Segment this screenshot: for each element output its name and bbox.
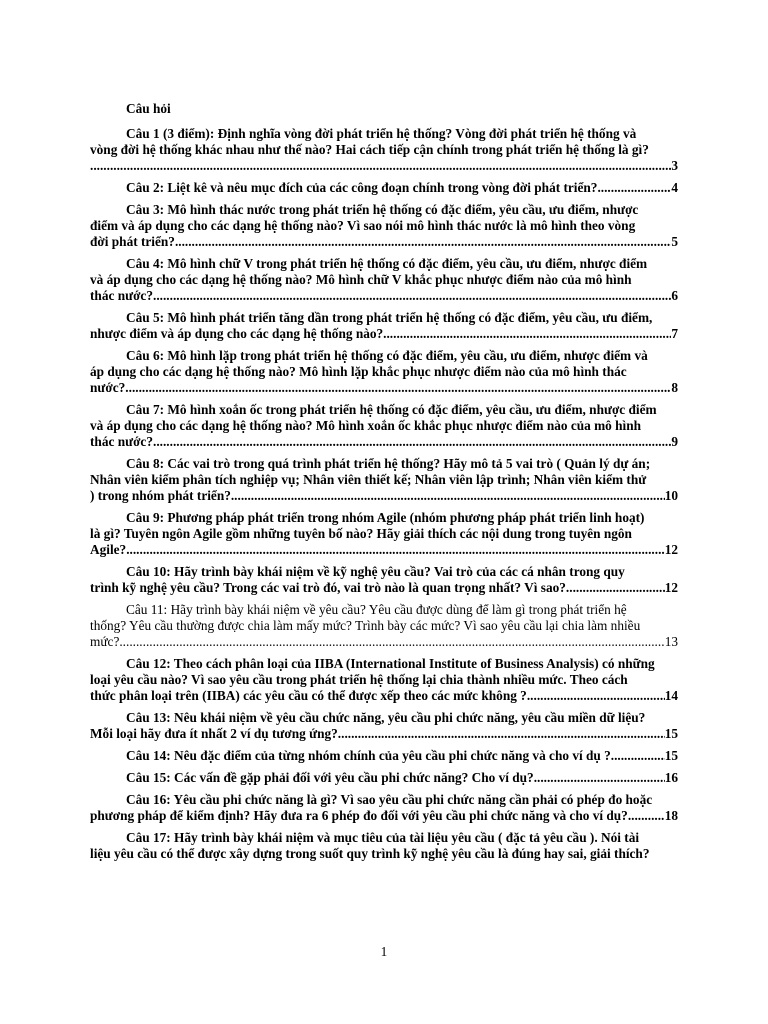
toc-page-ref: 12: [664, 580, 678, 595]
dot-leader: [628, 808, 665, 824]
toc-entry-tail: Câu 15: Các vấn đề gặp phải đối với yêu cầu phi chức năng? Cho ví dụ?: [126, 770, 534, 785]
dot-leader: [153, 288, 671, 304]
toc-entry[interactable]: [90, 456, 678, 504]
toc-entry-line: Câu 5: Mô hình phát triển tăng dần trong phát triển hệ thống có đặc điểm, yêu cầu, ưu điểm,: [126, 310, 653, 325]
toc-entry-tail: phương pháp để kiểm định? Hãy đưa ra 6 phép đo đối với yêu cầu phi chức năng và cho ví dụ?: [90, 808, 628, 823]
toc-leader-line: [90, 726, 678, 742]
toc-entry[interactable]: [90, 602, 678, 650]
toc-entry-line: điểm và áp dụng cho các dạng hệ thống nào? Vì sao nói mô hình thác nước là mô hình theo vòng: [90, 218, 636, 233]
toc-entry-line: Câu 12: Theo cách phân loại của IIBA (International Institute of Business Analysis) có những: [126, 656, 655, 671]
toc-entry[interactable]: [90, 202, 678, 250]
toc-page-ref: 14: [664, 688, 678, 703]
toc-entry-line: Câu 11: Hãy trình bày khái niệm về yêu cầu? Yêu cầu được dùng để làm gì trong phát triển hệ: [126, 602, 627, 617]
toc-entry-line: Câu 3: Mô hình thác nước trong phát triển hệ thống có đặc điểm, yêu cầu, ưu điểm, nhược: [126, 202, 639, 217]
toc-entry-line: Nhân viên kiểm phân tích nghiệp vụ; Nhân viên thiết kế; Nhân viên lập trình; Nhân viên kiểm thử: [90, 472, 647, 487]
dot-leader: [175, 234, 671, 250]
toc-entry-line: Câu 4: Mô hình chữ V trong phát triển hệ thống có đặc điểm, yêu cầu, ưu điểm, nhược điểm: [126, 256, 648, 271]
page-number: 1: [380, 944, 388, 959]
toc-entry-tail: nhược điểm và áp dụng cho các dạng hệ thống nào?: [90, 326, 384, 341]
toc-entry-tail: Mỗi loại hãy đưa ít nhất 2 ví dụ tương ứng?: [90, 726, 338, 741]
toc-entry[interactable]: [90, 510, 678, 558]
dot-leader: [338, 726, 665, 742]
toc-heading: Câu hỏi: [126, 101, 171, 116]
dot-leader: [119, 634, 664, 650]
toc-page-ref: 15: [664, 726, 678, 741]
toc-entry-line: Câu 7: Mô hình xoắn ốc trong phát triển hệ thống có đặc điểm, yêu cầu, ưu điểm, nhược điểm: [126, 402, 657, 417]
toc-page-ref: 6: [671, 288, 678, 303]
toc-page-ref: 10: [664, 488, 678, 503]
dot-leader: [126, 542, 665, 558]
toc-leader-line: [90, 542, 678, 558]
toc-leader-line: [90, 580, 678, 596]
toc-page-ref: 9: [671, 434, 678, 449]
toc-leader-line: [90, 808, 678, 824]
toc-entry[interactable]: [90, 310, 678, 342]
toc-entry[interactable]: [90, 126, 678, 174]
toc-page-ref: 5: [671, 234, 678, 249]
toc-entry[interactable]: [90, 564, 678, 596]
toc-entry-line: Câu 9: Phương pháp phát triển trong nhóm Agile (nhóm phương pháp phát triển linh hoạt): [126, 510, 645, 525]
toc-page-ref: 18: [664, 808, 678, 823]
toc-entry-line: liệu yêu cầu có thể được xây dựng trong suốt quy trình kỹ nghệ yêu cầu là đúng hay sai, giải thích?: [90, 846, 650, 861]
toc-leader-line: [90, 634, 678, 650]
dot-leader: [527, 688, 665, 704]
toc-page-ref: 15: [664, 748, 678, 763]
toc-leader-line: [90, 488, 678, 504]
toc-page-ref: 3: [671, 158, 678, 173]
toc-entry-line: Câu 10: Hãy trình bày khái niệm về kỹ nghệ yêu cầu? Vai trò của các cá nhân trong quy: [126, 564, 625, 579]
toc-leader-line: [90, 288, 678, 304]
toc-entry-tail: thác nước?: [90, 288, 153, 303]
dot-leader: [153, 434, 671, 450]
toc-entry[interactable]: [90, 402, 678, 450]
toc-leader-line: [90, 770, 678, 786]
toc-entry-line: Câu 17: Hãy trình bày khái niệm và mục tiêu của tài liệu yêu cầu ( đặc tả yêu cầu ). Nói tài: [126, 830, 640, 845]
toc-entry[interactable]: [90, 348, 678, 396]
dot-leader: [597, 180, 671, 196]
toc-page-ref: 13: [664, 634, 678, 649]
toc-leader-line: [90, 380, 678, 396]
toc-entry-tail: mức?: [90, 634, 120, 649]
toc-entry-tail: Câu 14: Nêu đặc điểm của từng nhóm chính của yêu cầu phi chức năng và cho ví dụ ?: [126, 748, 611, 763]
toc-page: [90, 100, 678, 868]
toc-entry[interactable]: [90, 656, 678, 704]
toc-entry-tail: Câu 2: Liệt kê và nêu mục đích của các công đoạn chính trong vòng đời phát triển?: [126, 180, 598, 195]
dot-leader: [231, 488, 665, 504]
toc-entry-line: là gì? Tuyên ngôn Agile gồm những tuyên bố nào? Hãy giải thích các nội dung trong tuyên ngôn: [90, 526, 632, 541]
dot-leader: [611, 748, 665, 764]
toc-page-ref: 8: [671, 380, 678, 395]
toc-entry-tail: nước?: [90, 380, 126, 395]
dot-leader: [534, 770, 665, 786]
toc-list: [90, 126, 678, 824]
toc-entry-last: [90, 830, 678, 862]
toc-entry-line: và áp dụng cho các dạng hệ thống nào? Mô hình chữ V khắc phục nhược điểm nào của mô hình: [90, 272, 632, 287]
dot-leader: [90, 158, 671, 174]
toc-entry-line: Câu 13: Nêu khái niệm về yêu cầu chức năng, yêu cầu phi chức năng, yêu cầu miền dữ liệu?: [126, 710, 646, 725]
toc-leader-line: [90, 688, 678, 704]
toc-entry-tail: thác nước?: [90, 434, 153, 449]
toc-entry[interactable]: [90, 748, 678, 764]
toc-entry-tail: đời phát triển?: [90, 234, 175, 249]
toc-entry-tail: trình kỹ nghệ yêu cầu? Trong các vai trò đó, vai trò nào là quan trọng nhất? Vì sao?: [90, 580, 566, 595]
toc-entry-line: và áp dụng cho các dạng hệ thống nào? Mô hình xoắn ốc khắc phục nhược điểm nào của mô hình: [90, 418, 642, 433]
toc-entry-line: Câu 8: Các vai trò trong quá trình phát triển hệ thống? Hãy mô tả 5 vai trò ( Quản lý dự án;: [126, 456, 651, 471]
toc-entry-line: Câu 6: Mô hình lặp trong phát triển hệ thống có đặc điểm, yêu cầu, ưu điểm, nhược điểm và: [126, 348, 648, 363]
toc-entry-line: áp dụng cho các dạng hệ thống nào? Mô hình lặp khắc phục nhược điểm nào của mô hình thác: [90, 364, 627, 379]
toc-leader-line: [90, 234, 678, 250]
toc-entry-tail: ) trong nhóm phát triển?: [90, 488, 231, 503]
toc-entry[interactable]: [90, 770, 678, 786]
toc-entry[interactable]: [90, 180, 678, 196]
dot-leader: [125, 380, 671, 396]
toc-page-ref: 4: [671, 180, 678, 195]
dot-leader: [383, 326, 671, 342]
dot-leader: [566, 580, 665, 596]
toc-leader-line: [90, 748, 678, 764]
toc-entry[interactable]: [90, 256, 678, 304]
toc-entry[interactable]: [90, 792, 678, 824]
toc-entry-line: Câu 1 (3 điểm): Định nghĩa vòng đời phát triển hệ thống? Vòng đời phát triển hệ thống và: [126, 126, 637, 141]
toc-entry-line: Câu 16: Yêu cầu phi chức năng là gì? Vì sao yêu cầu phi chức năng cần phải có phép đo hoặc: [126, 792, 653, 807]
toc-leader-line: [90, 180, 678, 196]
toc-entry-tail: thức phân loại trên (IIBA) các yêu cầu có thể được xếp theo các mức không ?: [90, 688, 527, 703]
toc-entry-line: thống? Yêu cầu thường được chia làm mấy mức? Trình bày các mức? Vì sao yêu cầu lại chia làm nhiều: [90, 618, 641, 633]
toc-page-ref: 7: [671, 326, 678, 341]
toc-leader-line: [90, 326, 678, 342]
toc-page-ref: 12: [664, 542, 678, 557]
toc-entry[interactable]: [90, 710, 678, 742]
toc-page-ref: 16: [664, 770, 678, 785]
toc-entry-line: loại yêu cầu nào? Vì sao yêu cầu trong phát triển hệ thống lại chia thành nhiều mức. Theo cách: [90, 672, 628, 687]
toc-entry-line: vòng đời hệ thống khác nhau như thế nào? Hai cách tiếp cận chính trong phát triển hệ thống là gì?: [90, 142, 649, 157]
toc-leader-line: [90, 158, 678, 174]
toc-entry-tail: Agile?: [90, 542, 127, 557]
toc-leader-line: [90, 434, 678, 450]
